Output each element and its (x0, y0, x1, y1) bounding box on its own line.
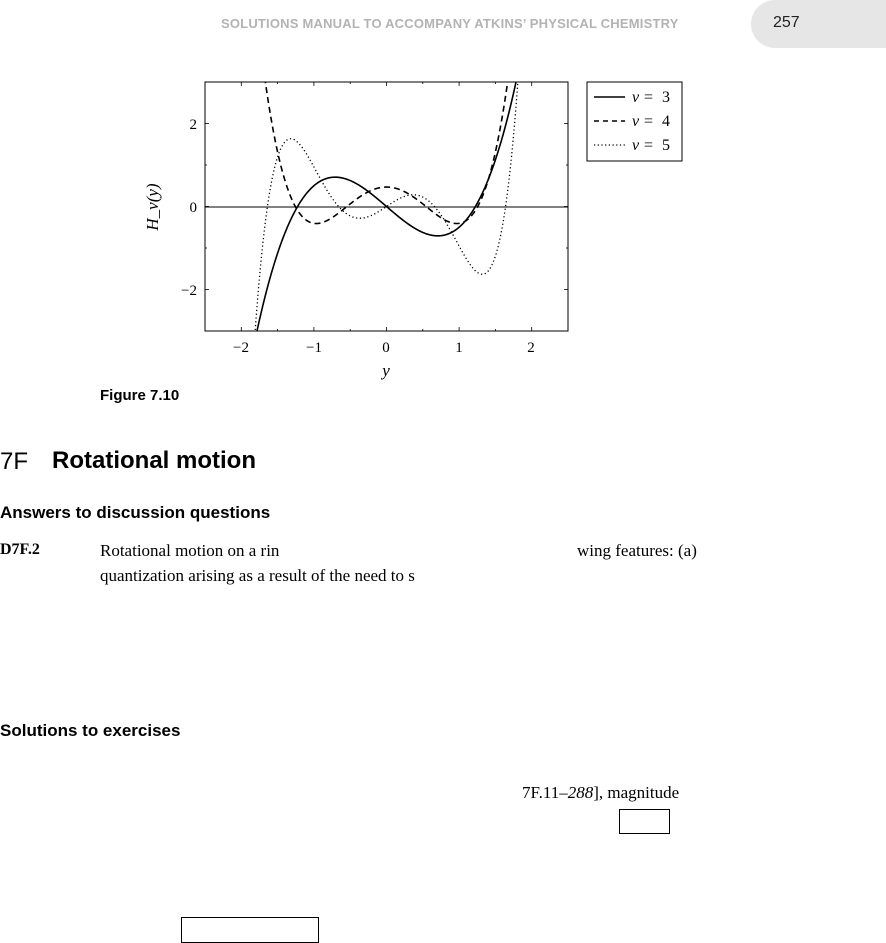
y-tick-label-0: 0 (189, 200, 197, 216)
discussion-heading: Answers to discussion questions (0, 503, 271, 522)
legend-val-v4: 4 (662, 113, 670, 130)
legend-val-v5: 5 (662, 137, 670, 154)
legend-eq-v4: = (644, 113, 654, 130)
legend-val-v3: 3 (662, 89, 670, 106)
legend-eq-v3: = (644, 89, 654, 106)
curve-series-2 (205, 0, 568, 420)
page-number: 257 (773, 14, 800, 31)
legend-var-v5: v (632, 137, 640, 154)
answer-text-line1-right: wing features: (a) (577, 541, 697, 560)
x-axis-label: y (382, 361, 390, 380)
y-tick-label-2: 2 (189, 117, 197, 133)
question-label: D7F.2 (0, 541, 40, 558)
x-tick-label-1: 1 (455, 340, 463, 356)
answer-text-line1-left: Rotational motion on a rin (100, 541, 280, 560)
curve-series-0 (205, 0, 568, 420)
legend-var-v4: v (632, 113, 640, 130)
figure-caption: Figure 7.10 (100, 387, 180, 404)
curve-series-1 (205, 0, 568, 224)
section-title: Rotational motion (52, 447, 256, 474)
equation-ref-prefix: 7F.11– (522, 783, 568, 802)
x-tick-label-2: 2 (527, 340, 535, 356)
answer-box-1 (619, 809, 670, 834)
y-tick-label-neg2: −2 (181, 283, 197, 299)
x-tick-label-neg1: −1 (306, 340, 322, 356)
legend-eq-v5: = (644, 137, 654, 154)
equation-ref-suffix: ], magnitude (593, 783, 680, 802)
chart-legend (587, 82, 682, 161)
answer-box-2 (181, 917, 319, 943)
x-tick-label-neg2: −2 (233, 340, 249, 356)
y-axis-label: H_v(y) (143, 183, 162, 231)
equation-reference (522, 783, 679, 803)
legend-var-v3: v (632, 89, 640, 106)
running-header: SOLUTIONS MANUAL TO ACCOMPANY ATKINS’ PHYSICAL CHEMISTRY (221, 16, 679, 31)
hermite-polynomial-chart (0, 0, 886, 420)
exercises-heading: Solutions to exercises (0, 721, 181, 740)
equation-ref-page: 288 (567, 783, 594, 802)
section-number: 7F (0, 448, 29, 475)
x-tick-label-0: 0 (382, 340, 390, 356)
answer-text-line2: quantization arising as a result of the need to s (100, 566, 415, 585)
